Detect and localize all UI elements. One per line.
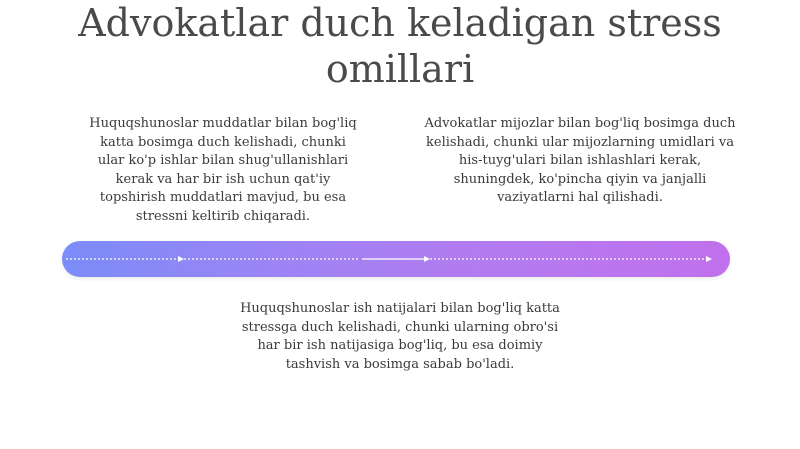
stress-factor-clients-text: Advokatlar mijozlar bilan bog'liq bosimga duch kelishadi, chunki ular mijozlarning umidlari va his-tuyg'ulari bilan ishlashlari kerak, shuningdek, ko'pincha qiyin va janjalli vaziyatlarni hal qilishadi.: [424, 116, 736, 205]
arrowhead-3: [706, 256, 712, 262]
page-title: Advokatlar duch keladigan stress omillari: [78, 1, 722, 91]
arrowhead-1: [178, 256, 184, 262]
timeline-arrows: [62, 241, 730, 277]
stress-factor-outcomes-text: Huquqshunoslar ish natijalari bilan bog'liq katta stressga duch kelishadi, chunki ularning obro'si har bir ish natijasiga bog'liq, bu esa doimiy tashvish va bosimga sabab bo'ladi.: [240, 301, 560, 372]
arrowhead-2: [424, 256, 430, 262]
timeline-bar: [62, 241, 730, 277]
stress-factor-deadlines-text: Huquqshunoslar muddatlar bilan bog'liq katta bosimga duch kelishadi, chunki ular ko'p ishlar bilan shug'ullanishlari kerak va har bir ish uchun qat'iy topshirish muddatlari mavjud, bu esa stressni keltirib chiqaradi.: [89, 116, 357, 224]
